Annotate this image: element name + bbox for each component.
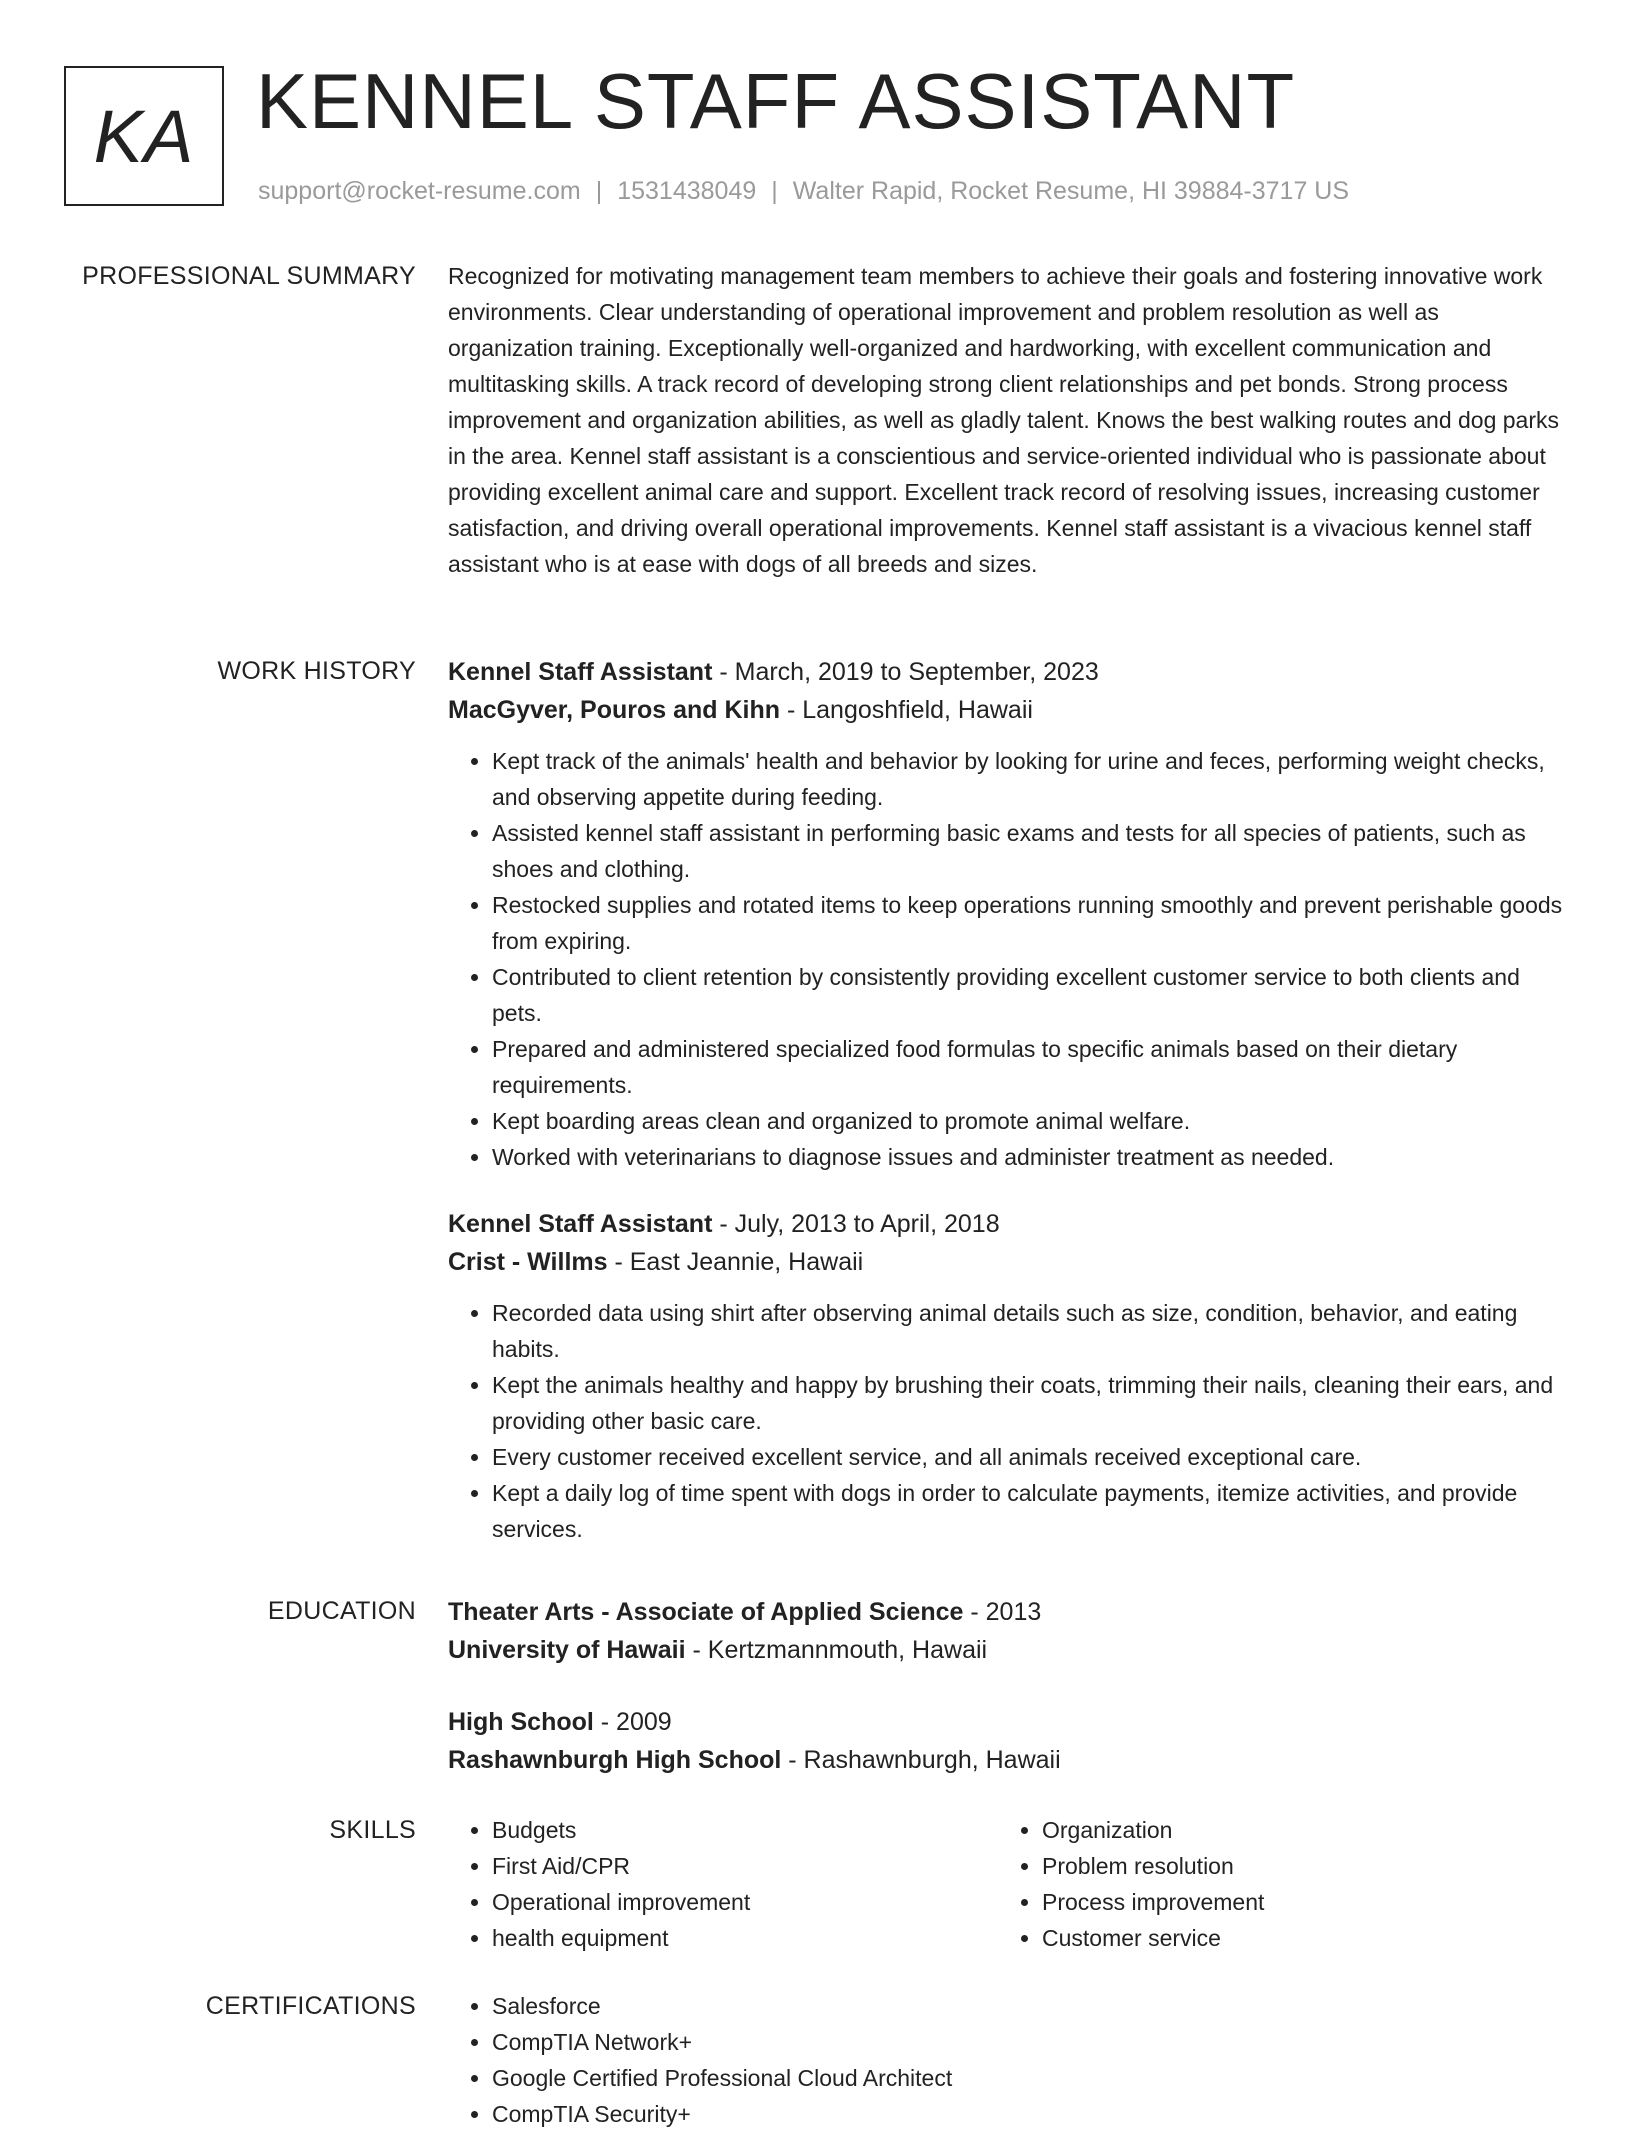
job-title: Kennel Staff Assistant <box>448 658 713 686</box>
contact-address: Walter Rapid, Rocket Resume, HI 39884-3717 US <box>792 177 1350 205</box>
skill-item: • health equipment <box>492 1920 998 1956</box>
contact-phone: 1531438049 <box>617 177 757 205</box>
monogram-text: KA <box>93 94 195 178</box>
skills-column-left <box>448 1812 998 1956</box>
education-body <box>448 1593 1568 1813</box>
contact-separator: | <box>771 177 778 205</box>
summary-body <box>448 258 1568 582</box>
candidate-name: KENNEL STAFF ASSISTANT <box>256 57 1296 145</box>
contact-separator: | <box>595 177 603 205</box>
certification-item: • Salesforce <box>492 1988 1568 2024</box>
education-entry <box>448 1703 1568 1779</box>
skill-item: • Budgets <box>492 1812 998 1848</box>
work-history-body <box>448 653 1568 1577</box>
job-duty-item: • Kept the animals healthy and happy by brushing their coats, trimming their nails, cleaning their ears, and providing other basic care. <box>492 1367 1568 1439</box>
certification-item: • CompTIA Security+ <box>492 2096 1568 2132</box>
job-company-line <box>448 1243 1568 1281</box>
education-degree-line <box>448 1593 1568 1631</box>
job-title-line <box>448 1205 1568 1243</box>
job-duties-list <box>448 743 1568 1175</box>
education-year: - 2013 <box>963 1598 1042 1626</box>
job-duty-item: • Restocked supplies and rotated items to keep operations running smoothly and prevent perishable goods from expiring. <box>492 887 1568 959</box>
skill-item: • Customer service <box>1042 1920 1548 1956</box>
skill-item: • Problem resolution <box>1042 1848 1548 1884</box>
education-location: - Kertzmannmouth, Hawaii <box>685 1636 988 1664</box>
section-label-summary: PROFESSIONAL SUMMARY <box>82 262 416 290</box>
job-duty-item: • Kept a daily log of time spent with dogs in order to calculate payments, itemize activities, and provide services. <box>492 1475 1568 1547</box>
education-location: - Rashawnburgh, Hawaii <box>781 1746 1061 1774</box>
contact-email: support@rocket-resume.com <box>258 177 581 205</box>
education-degree: High School <box>448 1708 594 1736</box>
job-location: - Langoshfield, Hawaii <box>780 696 1033 724</box>
job-dates: - March, 2019 to September, 2023 <box>712 658 1099 686</box>
job-duty-item: • Kept track of the animals' health and behavior by looking for urine and feces, performing weight checks, and observing appetite during feeding. <box>492 743 1568 815</box>
job-title-line <box>448 653 1568 691</box>
contact-line <box>258 175 1349 207</box>
section-label-education: EDUCATION <box>267 1597 416 1625</box>
section-label-skills: SKILLS <box>329 1816 416 1844</box>
skill-item: • Process improvement <box>1042 1884 1548 1920</box>
monogram-logo <box>64 66 224 206</box>
certifications-list <box>448 1988 1568 2132</box>
job-duty-item: • Prepared and administered specialized food formulas to specific animals based on their dietary requirements. <box>492 1031 1568 1103</box>
education-school: University of Hawaii <box>448 1636 686 1664</box>
job-duties-list <box>448 1295 1568 1547</box>
skills-body <box>448 1812 1568 1956</box>
job-duty-item: • Assisted kennel staff assistant in performing basic exams and tests for all species of patients, such as shoes and clothing. <box>492 815 1568 887</box>
certifications-body <box>448 1988 1568 2132</box>
skill-item: • Organization <box>1042 1812 1548 1848</box>
summary-text: Recognized for motivating management team members to achieve their goals and fostering innovative work environments. Clear understanding of operational improvement and problem resolution as well as organization training. Exceptionally well-organized and hardworking, with excellent communication and multitasking skills. A track record of developing strong client relationships and pet bonds. Strong process improvement and organization abilities, as well as gladly talent. Knows the best walking routes and dog parks in the area. Kennel staff assistant is a conscientious and service-oriented individual who is passionate about providing excellent animal care and support. Excellent track record of resolving issues, increasing customer satisfaction, and driving overall operational improvements. Kennel staff assistant is a vivacious kennel staff assistant who is at ease with dogs of all breeds and sizes. <box>448 263 1560 577</box>
job-entry <box>448 653 1568 1175</box>
job-dates: - July, 2013 to April, 2018 <box>712 1210 1000 1238</box>
job-duty-item: • Worked with veterinarians to diagnose issues and administer treatment as needed. <box>492 1139 1568 1175</box>
education-school-line <box>448 1741 1568 1779</box>
job-duty-item: • Every customer received excellent service, and all animals received exceptional care. <box>492 1439 1568 1475</box>
certification-item: • CompTIA Network+ <box>492 2024 1568 2060</box>
skills-grid <box>448 1812 1568 1956</box>
education-degree: Theater Arts - Associate of Applied Science <box>448 1598 964 1626</box>
education-entry <box>448 1593 1568 1669</box>
job-title: Kennel Staff Assistant <box>448 1210 713 1238</box>
job-entry <box>448 1205 1568 1547</box>
job-company: MacGyver, Pouros and Kihn <box>448 696 781 724</box>
section-label-certifications: CERTIFICATIONS <box>205 1992 416 2020</box>
skill-item: • Operational improvement <box>492 1884 998 1920</box>
skills-column-right <box>998 1812 1548 1956</box>
job-duty-item: • Kept boarding areas clean and organized to promote animal welfare. <box>492 1103 1568 1139</box>
education-school-line <box>448 1631 1568 1669</box>
job-company: Crist - Willms <box>448 1248 608 1276</box>
job-company-line <box>448 691 1568 729</box>
job-location: - East Jeannie, Hawaii <box>607 1248 864 1276</box>
skill-item: • First Aid/CPR <box>492 1848 998 1884</box>
education-year: - 2009 <box>593 1708 672 1736</box>
job-duty-item: • Contributed to client retention by consistently providing excellent customer service to both clients and pets. <box>492 959 1568 1031</box>
education-degree-line <box>448 1703 1568 1741</box>
education-school: Rashawnburgh High School <box>448 1746 782 1774</box>
job-duty-item: • Recorded data using shirt after observing animal details such as size, condition, behavior, and eating habits. <box>492 1295 1568 1367</box>
certification-item: • Google Certified Professional Cloud Architect <box>492 2060 1568 2096</box>
section-label-work-history: WORK HISTORY <box>217 657 416 685</box>
